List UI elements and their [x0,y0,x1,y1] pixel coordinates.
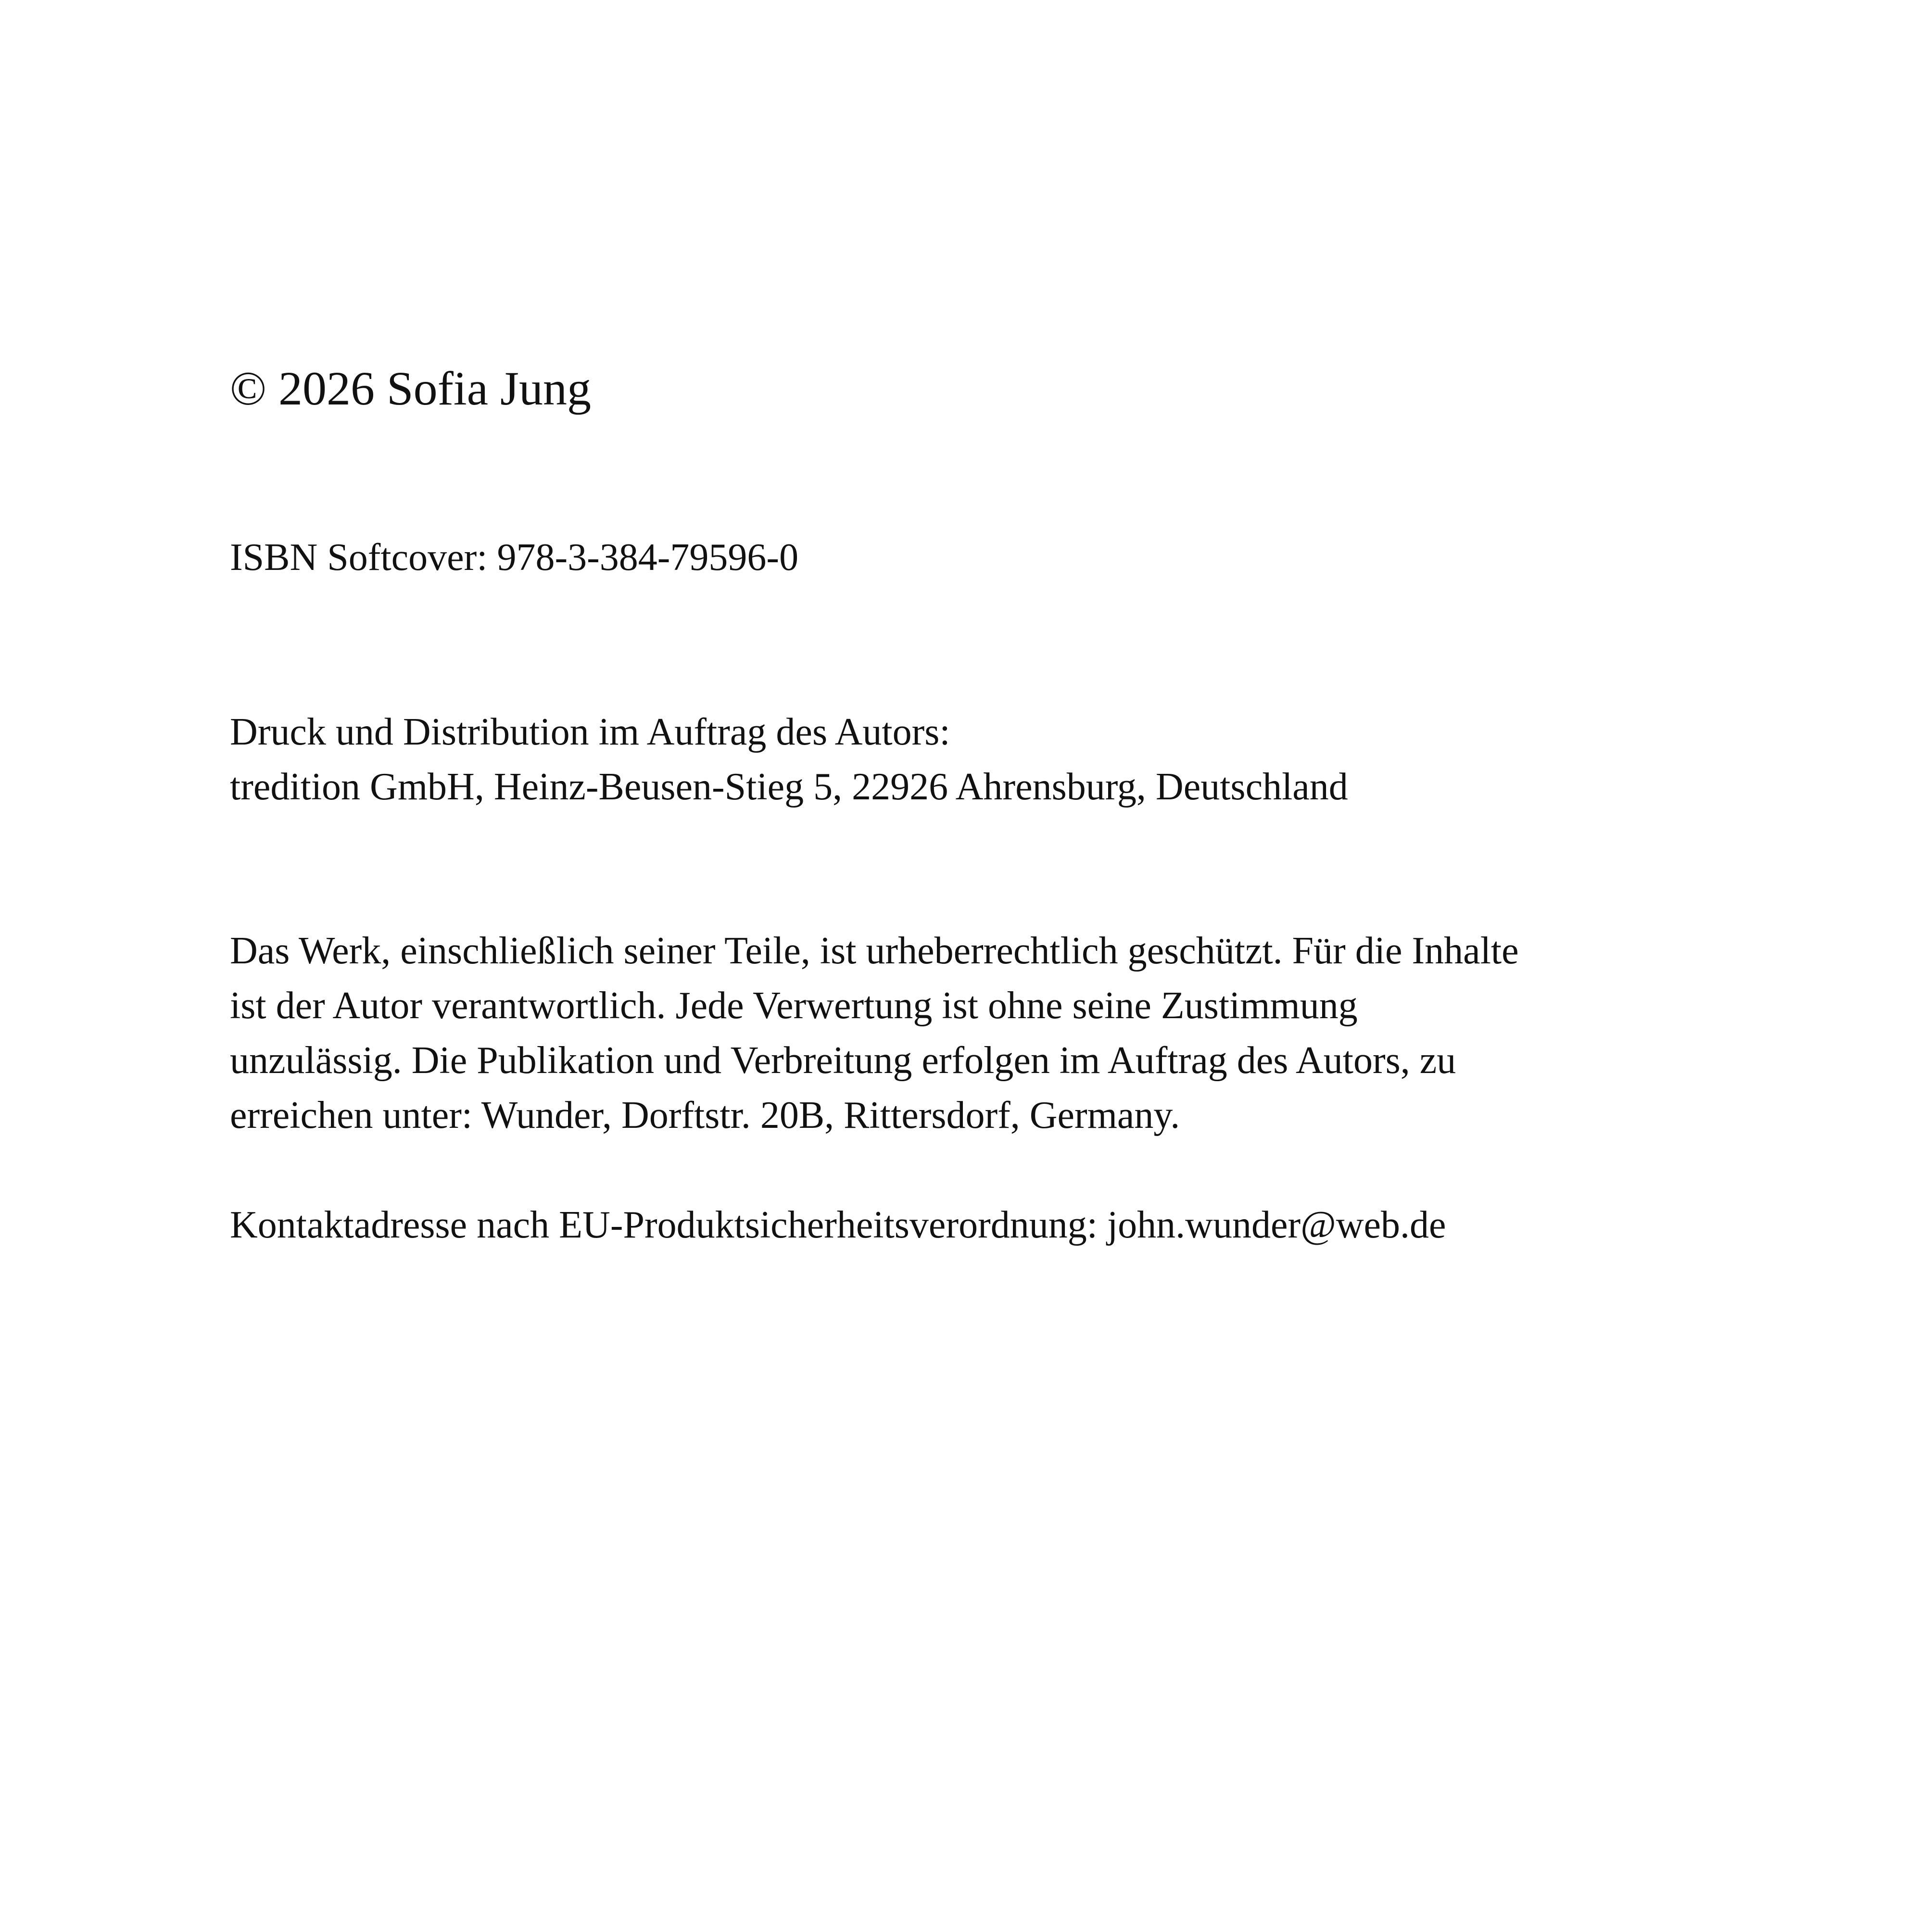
printer-line-1: Druck und Distribution im Auftrag des Autors: [230,711,950,753]
rights-paragraph [230,923,1519,1143]
rights-line-3: unzulässig. Die Publikation und Verbreitung erfolgen im Auftrag des Autors, zu [230,1039,1456,1082]
copyright-notice: © 2026 Sofia Jung [230,362,591,415]
isbn-line: ISBN Softcover: 978-3-384-79596-0 [230,536,799,579]
printer-block [230,705,1348,814]
printer-line-2: tredition GmbH, Heinz-Beusen-Stieg 5, 22926 Ahrensburg, Deutschland [230,766,1348,808]
rights-line-4: erreichen unter: Wunder, Dorftstr. 20B, Rittersdorf, Germany. [230,1094,1180,1136]
rights-line-2: ist der Autor verantwortlich. Jede Verwertung ist ohne seine Zustimmung [230,985,1358,1027]
rights-line-1: Das Werk, einschließlich seiner Teile, ist urheberrechtlich geschützt. Für die Inhalte [230,930,1519,972]
contact-address: Kontaktadresse nach EU-Produktsicherheitsverordnung: john.wunder@web.de [230,1204,1446,1246]
